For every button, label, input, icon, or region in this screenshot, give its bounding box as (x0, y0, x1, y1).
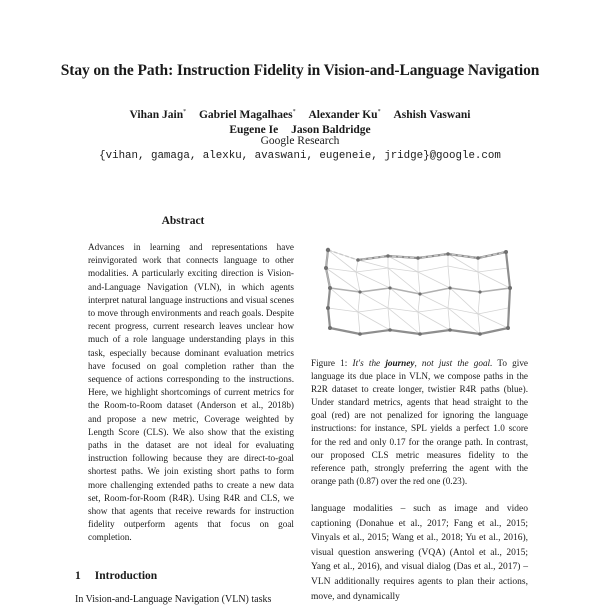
figure-caption (311, 357, 528, 488)
path-diagram-figure (310, 238, 526, 350)
author: Vihan Jain* (129, 109, 187, 121)
figure-caption-title: It's the journey, not just the goal. (352, 358, 493, 368)
section-number: 1 (75, 570, 81, 582)
author: Eugene Ie (229, 124, 279, 136)
section-heading-introduction (75, 570, 295, 582)
right-column-text: language modalities – such as image and video captioning (Donahue et al., 2017; Fang et al., 2015; Vinyals et al., 2015; Wang et al., 2018; Yu et al., 2016), visual question answering (VQA) (Antol et al., 2015; Yang et al., 2016), and visual dialog (Das et al., 2017) – VLN additionally requires agents to plan their actions, move, and dynamically (311, 504, 528, 602)
author-list (0, 105, 600, 138)
figure-caption-body: To give language its due place in VLN, we compose paths in the R2R dataset to create longer, twistier R4R paths (blue). Under standard metrics, agents that head straight to the goal (red) are not penalized for ignoring the language instructions: for instance, SPL yields a perfect 1.0 score for the red and only 0.17 for the orange path. In contrast, our proposed CLS metric measures fidelity to the reference path, strongly preferring the agent with the orange path (0.87) over the red one (0.23). (311, 358, 528, 486)
author: Gabriel Magalhaes* (198, 109, 296, 121)
abstract-body: Advances in learning and representations have reinvigorated work that connects language to other modalities. A particularly exciting direction is Vision-and-Language Navigation (VLN), in which agents interpret natural language instructions and visual scenes to move through environments and reach goals. Despite recent progress, current research leaves unclear how much of a role language understanding plays in this task, especially because dominant evaluation metrics have focused on goal completion rather than the sequence of actions corresponding to the instructions. Here, we highlight shortcomings of current metrics for the Room-to-Room dataset (Anderson et al., 2018b) and propose a new metric, Coverage weighted by Length Score (CLS). We also show that the existing paths in the dataset are not ideal for evaluating instruction following because they are direct-to-goal shortest paths. We join existing short paths to form more challenging extended paths to create a new data set, Room-for-Room (R4R). Using R4R and CLS, we show that agents that receive rewards for instruction fidelity outperform agents that focus on goal completion. (88, 242, 294, 543)
author: Jason Baldridge (291, 124, 371, 136)
author: Alexander Ku* (308, 109, 381, 121)
paper-title: Stay on the Path: Instruction Fidelity in Vision-and-Language Navigation (60, 62, 540, 79)
introduction-first-line: In Vision-and-Language Navigation (VLN) tasks (75, 594, 272, 605)
author-emails: {vihan, gamaga, alexku, avaswani, eugeneie, jridge}@google.com (99, 150, 501, 162)
author: Ashish Vaswani (393, 109, 471, 121)
abstract-heading: Abstract (161, 215, 205, 227)
figure-label: Figure 1: (311, 358, 348, 368)
affiliation: Google Research (260, 135, 340, 147)
section-title: Introduction (94, 570, 158, 582)
